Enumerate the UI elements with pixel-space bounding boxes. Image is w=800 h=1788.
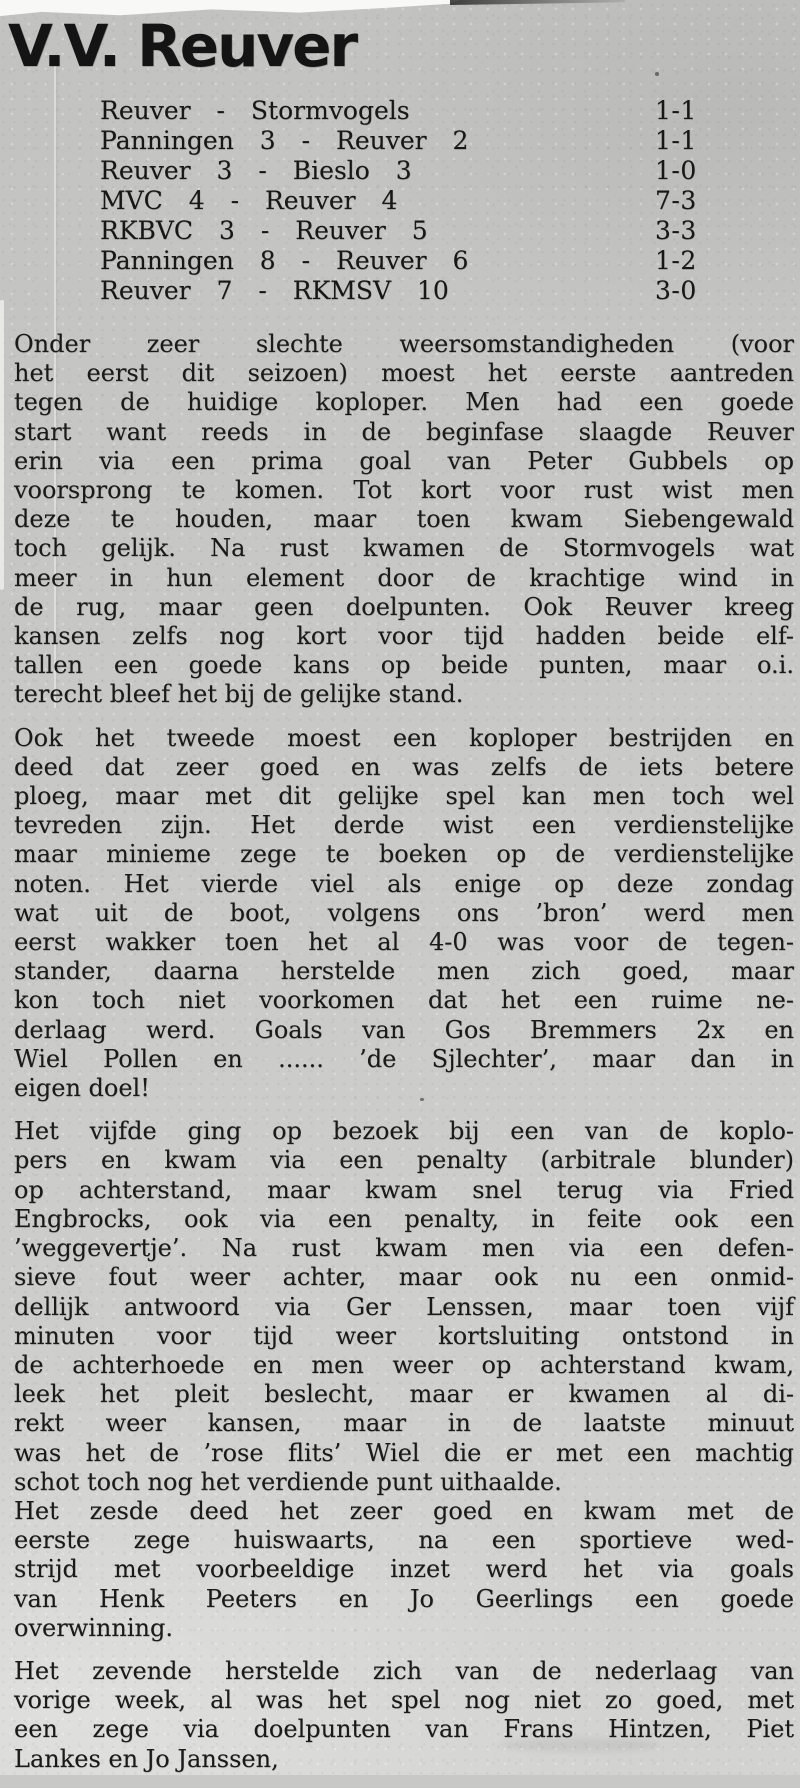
article-body: [14, 330, 794, 1788]
text-line: wat uit de boot, volgens ons ’bron’ werd men: [14, 898, 794, 927]
text-line: noten. Het vierde viel als enige op deze zondag: [14, 869, 794, 898]
text-line: toch gelijk. Na rust kwamen de Stormvogels wat: [14, 534, 794, 563]
text-line: rekt weer kansen, maar in de laatste minuut: [14, 1409, 794, 1438]
text-line: van Henk Peeters en Jo Geerlings een goede: [14, 1584, 794, 1613]
text-line: Het zesde deed het zeer goed en kwam met de: [14, 1496, 794, 1525]
text-line: Engbrocks, ook via een penalty, in feite ook een: [14, 1204, 794, 1233]
article-title: V.V. Reuver: [8, 12, 357, 80]
text-line: deed dat zeer goed en was zelfs de iets betere: [14, 752, 794, 781]
text-line: tegen de huidige koploper. Men had een goede: [14, 388, 794, 417]
text-line: was het de ’rose flits’ Wiel die er met een machtig: [14, 1438, 794, 1467]
match-result-row: [0, 186, 800, 216]
paragraph: [14, 330, 794, 710]
match-teams: Panningen 3 - Reuver 2: [100, 126, 469, 155]
match-score: 1-0: [655, 156, 697, 185]
match-result-row: [0, 96, 800, 126]
text-line: schot toch nog het verdiende punt uithaalde.: [14, 1467, 562, 1496]
scan-edge-shadow: [450, 0, 625, 5]
match-result-row: [0, 156, 800, 186]
match-teams: Reuver - Stormvogels: [100, 96, 410, 125]
match-result-row: [0, 216, 800, 246]
text-line: Lankes en Jo Janssen,: [14, 1744, 279, 1773]
text-line: kansen zelfs nog kort voor tijd hadden beide elf-: [14, 622, 794, 651]
text-line: Ook het tweede moest een koploper bestrijden en: [14, 723, 794, 752]
ink-speck: [655, 72, 659, 76]
match-teams: Reuver 3 - Bieslo 3: [100, 156, 412, 185]
text-line: leek het pleit beslecht, maar er kwamen al di-: [14, 1380, 794, 1409]
paragraph: [14, 1117, 794, 1643]
match-teams: RKBVC 3 - Reuver 5: [100, 216, 428, 245]
text-line: meer in hun element door de krachtige wind in: [14, 563, 794, 592]
text-line: start want reeds in de beginfase slaagde Reuver: [14, 417, 794, 446]
match-teams: Panningen 8 - Reuver 6: [100, 246, 469, 275]
match-score: 1-1: [655, 96, 697, 125]
text-line: derlaag werd. Goals van Gos Bremmers 2x en: [14, 1015, 794, 1044]
text-line: minuten voor tijd weer kortsluiting ontstond in: [14, 1321, 794, 1350]
match-score: 1-2: [655, 246, 697, 275]
text-line: ’weggevertje’. Na rust kwam men via een defen-: [14, 1234, 794, 1263]
paragraph: [14, 1657, 794, 1774]
text-line: kon toch niet voorkomen dat het een ruime ne-: [14, 986, 794, 1015]
paper-left-edge: [0, 300, 4, 590]
text-line: voorsprong te komen. Tot kort voor rust wist men: [14, 476, 794, 505]
text-line: vorige week, al was het spel nog niet zo goed, met: [14, 1686, 794, 1715]
text-line: pers en kwam via een penalty (arbitrale blunder): [14, 1146, 794, 1175]
text-line: ploeg, maar met dit gelijke spel kan men toch wel: [14, 782, 794, 811]
text-line: op achterstand, maar kwam snel terug via Fried: [14, 1175, 794, 1204]
text-line: erin via een prima goal van Peter Gubbels op: [14, 446, 794, 475]
text-line: overwinning.: [14, 1613, 173, 1642]
match-teams: Reuver 7 - RKMSV 10: [100, 276, 449, 305]
text-line: terecht bleef het bij de gelijke stand.: [14, 680, 464, 709]
paragraph: [14, 724, 794, 1104]
match-result-row: [0, 246, 800, 276]
match-score: 7-3: [655, 186, 697, 215]
text-line: Het zevende herstelde zich van de nederlaag van: [14, 1656, 794, 1685]
text-line: sieve fout weer achter, maar ook nu een onmid-: [14, 1263, 794, 1292]
text-line: het eerst dit seizoen) moest het eerste aantreden: [14, 359, 794, 388]
match-teams: MVC 4 - Reuver 4: [100, 186, 398, 215]
match-result-row: [0, 126, 800, 156]
text-line: eerste zege huiswaarts, na een sportieve wed-: [14, 1526, 794, 1555]
text-line: Onder zeer slechte weersomstandigheden (voor: [14, 330, 794, 358]
text-line: dellijk antwoord via Ger Lenssen, maar toen vijf: [14, 1292, 794, 1321]
text-line: de achterhoede en men weer op achterstand kwam,: [14, 1350, 794, 1379]
match-result-row: [0, 276, 800, 306]
match-score: 1-1: [655, 126, 697, 155]
text-line: strijd met voorbeeldige inzet werd het via goals: [14, 1555, 794, 1584]
text-line: deze te houden, maar toen kwam Siebengewald: [14, 505, 794, 534]
match-results-list: [0, 96, 800, 306]
text-line: de rug, maar geen doelpunten. Ook Reuver kreeg: [14, 592, 794, 621]
match-score: 3-3: [655, 216, 697, 245]
text-line: tallen een goede kans op beide punten, maar o.i.: [14, 651, 794, 680]
text-line: eerst wakker toen het al 4-0 was voor de tegen-: [14, 928, 794, 957]
match-score: 3-0: [655, 276, 697, 305]
text-line: eigen doel!: [14, 1074, 150, 1103]
text-line: maar minieme zege te boeken op de verdienstelijke: [14, 840, 794, 869]
text-line: tevreden zijn. Het derde wist een verdienstelijke: [14, 811, 794, 840]
text-line: stander, daarna herstelde men zich goed, maar: [14, 957, 794, 986]
text-line: Wiel Pollen en ...... ’de Sjlechter’, maar dan in: [14, 1044, 794, 1073]
text-line: Het vijfde ging op bezoek bij een van de koplo-: [14, 1117, 794, 1146]
text-line: een zege via doelpunten van Frans Hintzen, Piet: [14, 1715, 794, 1744]
